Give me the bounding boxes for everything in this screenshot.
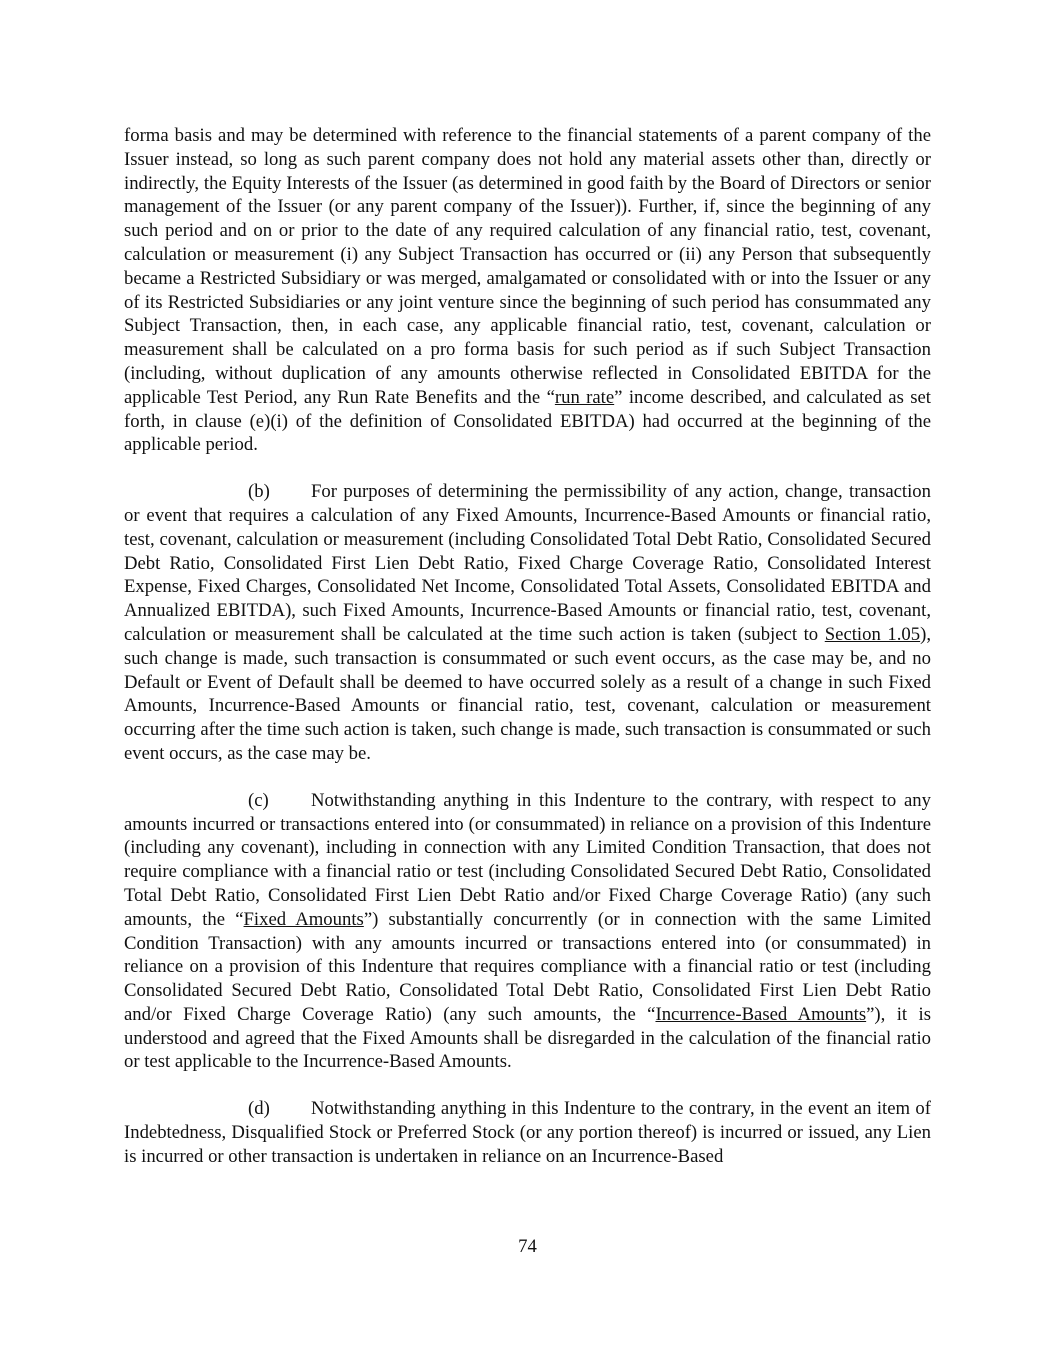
paragraph-text: For purposes of determining the permissibility of any action, change, transaction or event that requires a calculation of any Fixed Amounts, Incurrence-Based Amounts or financial ratio, test, covenant, calculation or measurement (including Consolidated Total Debt Ratio, Consolidated Secured Debt Ratio, Consolidated First Lien Debt Ratio, Fixed Charge Coverage Ratio, Consolidated Interest Expense, Fixed Charges, Consolidated Net Income, Consolidated Total Assets, Consolidated EBITDA and Annualized EBITDA), such Fixed Amounts, Incurrence-Based Amounts or financial ratio, test, covenant, calculation or measurement shall be calculated at the time such action is taken (subject to xyxy=(124,481,931,645)
defined-term-fixed-amounts: Fixed Amounts xyxy=(243,908,364,930)
document-page xyxy=(124,124,931,1169)
clause-label-d: (d) xyxy=(248,1098,270,1120)
paragraph-text: ”) substantially concurrently (or in connection with the same Limited Condition Transaction) with any amounts incurred or transactions entered into (or consummated) in reliance on a provision of this Indenture that requires compliance with a financial ratio or test (including Consolidated Secured Debt Ratio, Consolidated Total Debt Ratio, Consolidated First Lien Debt Ratio and/or Fixed Charge Coverage Ratio) (any such amounts, the “ xyxy=(124,908,931,1025)
defined-term-run-rate: run rate xyxy=(554,386,615,408)
paragraph-d xyxy=(124,1097,931,1168)
paragraph-c xyxy=(124,789,931,1075)
paragraph-text: ), such change is made, such transaction is consummated or such event occurs, as the case may be, and no Default or Event of Default shall be deemed to have occurred solely as a result of a change in such Fixed Amounts, Incurrence-Based Amounts or financial ratio, test, covenant, calculation or measurement occurring after the time such action is taken, such change is made, such transaction is consummated or such event occurs, as the case may be. xyxy=(124,623,932,764)
paragraph-continuation xyxy=(124,124,931,457)
paragraph-text: Notwithstanding anything in this Indenture to the contrary, with respect to any amounts incurred or transactions entered into (or consummated) in reliance on a provision of this Indenture (including any covenant), including in connection with any Limited Condition Transaction, that does not require compliance with a financial ratio or test (including Consolidated Secured Debt Ratio, Consolidated Total Debt Ratio, Consolidated First Lien Debt Ratio and/or Fixed Charge Coverage Ratio) (any such amounts, the “ xyxy=(124,789,931,930)
cross-reference-section-1-05: Section 1.05 xyxy=(824,623,921,645)
paragraph-text: ”), it is understood and agreed that the Fixed Amounts shall be disregarded in the calculation of the financial ratio or test applicable to the Incurrence-Based Amounts. xyxy=(124,1003,931,1073)
paragraph-text: Notwithstanding anything in this Indenture to the contrary, in the event an item of Indebtedness, Disqualified Stock or Preferred Stock (or any portion thereof) is incurred or issued, any Lien is incurred or other transaction is undertaken in reliance on an Incurrence-Based xyxy=(124,1098,931,1167)
defined-term-incurrence-based-amounts: Incurrence-Based Amounts xyxy=(655,1003,867,1025)
clause-label-b: (b) xyxy=(248,481,270,503)
paragraph-text: ” income described, and calculated as set forth, in clause (e)(i) of the definition of Consolidated EBITDA) had occurred at the beginning of the applicable period. xyxy=(124,386,932,456)
paragraph-b xyxy=(124,480,931,766)
paragraph-text: forma basis and may be determined with reference to the financial statements of a parent company of the Issuer instead, so long as such parent company does not hold any material assets other than, directly or indirectly, the Equity Interests of the Issuer (as determined in good faith by the Board of Directors or senior management of the Issuer (or any parent company of the Issuer)). Further, if, since the beginning of any such period and on or prior to the date of any required calculation of any financial ratio, test, covenant, calculation or measurement (i) any Subject Transaction has occurred or (ii) any Person that subsequently became a Restricted Subsidiary or was merged, amalgamated or consolidated with or into the Issuer or any of its Restricted Subsidiaries or any joint venture since the beginning of such period has consummated any Subject Transaction, then, in each case, any applicable financial ratio, test, covenant, calculation or measurement shall be calculated on a pro forma basis for such period as if such Subject Transaction (including, without duplication of any amounts otherwise reflected in Consolidated EBITDA for the applicable Test Period, any Run Rate Benefits and the “ xyxy=(124,125,931,408)
page-number: 74 xyxy=(518,1236,537,1257)
clause-label-c: (c) xyxy=(248,789,269,811)
